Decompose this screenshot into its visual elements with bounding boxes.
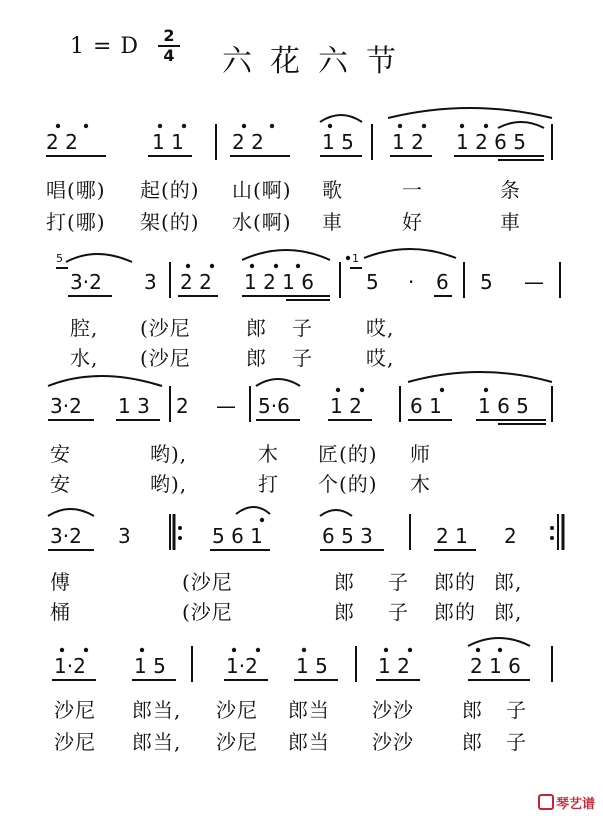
lyric: (沙尼 [182,570,233,594]
octave-dot [186,264,190,268]
slur [320,115,362,122]
octave-dot [182,124,186,128]
lyric: 郎当 [288,730,330,754]
song-title: 六花六节 [222,44,414,79]
octave-dot [422,124,426,128]
lyric: 郎 [462,698,483,722]
note-group: 3·2 [50,394,82,418]
slur [66,254,132,262]
lyric: 匠(的) [318,442,378,466]
octave-dot [484,124,488,128]
note-group: 2 2 [46,130,78,154]
octave-dot [398,124,402,128]
octave-dot [84,124,88,128]
octave-dot [210,264,214,268]
slur [364,249,456,258]
octave-dot [498,648,502,652]
note-group: 1·2 [226,654,258,678]
note-group: 3·2 [50,524,82,548]
note-group: 6 1 [410,394,442,418]
lyric: (沙尼 [140,316,191,340]
lyric: 安 [50,442,71,466]
lyric: 水, [70,346,99,370]
repeat-dot [178,536,182,540]
lyric: 条 [500,178,521,202]
repeat-dot [550,536,554,540]
lyric: 沙沙 [372,698,414,722]
lyric: 子 [292,316,313,340]
lyric: 郎当 [288,698,330,722]
key-signature: 1 = D [70,34,140,59]
octave-dot [328,124,332,128]
time-signature-bottom: 4 [163,46,175,65]
note-group: 6 [436,270,449,294]
lyric: 傅 [50,570,71,594]
octave-dot [232,648,236,652]
lyric: (沙尼 [140,346,191,370]
octave-dot [256,648,260,652]
lyric: 子 [292,346,313,370]
octave-dot [250,264,254,268]
lyric: 好 [402,210,423,234]
lyric: 安 [50,472,71,496]
slur [388,108,552,118]
grace-note: 1 [352,252,359,265]
lyric: 郎 [246,346,267,370]
octave-dot [302,648,306,652]
octave-dot [484,388,488,392]
lyric: 桶 [50,600,71,624]
note-group: 1 5 [296,654,328,678]
slur [242,250,330,260]
grace-note: 5 [56,252,63,265]
lyric: 子 [388,570,409,594]
lyric: 歌 [322,178,343,202]
lyric: 郎的 [434,570,476,594]
lyric: 沙沙 [372,730,414,754]
lyric: 郎 [462,730,483,754]
lyric: 腔, [70,316,99,340]
note-group: 1·2 [54,654,86,678]
lyric: 郎的 [434,600,476,624]
note-group: 1 6 5 [478,394,529,418]
lyric: 郎, [494,570,523,594]
octave-dot [140,648,144,652]
octave-dot [274,264,278,268]
lyric: 郎当, [132,730,182,754]
lyric: 木 [410,472,431,496]
octave-dot [460,124,464,128]
slur [468,638,530,646]
slur [498,122,544,128]
octave-dot [296,264,300,268]
note-dash: — [524,270,544,294]
lyric: 郎 [246,316,267,340]
note-group: 1 2 1 6 [244,270,314,294]
lyric: 唱(哪) [46,178,106,202]
slur [320,510,352,516]
octave-dot [260,518,264,522]
octave-dot [408,648,412,652]
note-group: 1 2 [392,130,424,154]
lyric: 架(的) [140,210,200,234]
slur [48,376,162,386]
note-group: 1 3 [118,394,150,418]
site-watermark [538,793,595,812]
lyric: 哎, [366,316,395,340]
note-group: 2 2 [180,270,212,294]
octave-dot [336,388,340,392]
lyric: 沙尼 [216,698,258,722]
lyric: 哟), [150,472,188,496]
lyric: 一 [402,178,423,202]
octave-dot [346,256,350,260]
lyric: 郎 [334,600,355,624]
octave-dot [476,648,480,652]
repeat-dot [550,526,554,530]
lyric: 車 [322,210,343,234]
lyric: 起(的) [140,178,200,202]
note-group: 1 5 [322,130,354,154]
note-dot: · [408,270,415,294]
octave-dot [242,124,246,128]
lyric: 郎当, [132,698,182,722]
lyric: 子 [388,600,409,624]
note-group: 5 [366,270,379,294]
lyric: 哎, [366,346,395,370]
lyric: 木 [258,442,279,466]
note-group: 2 [504,524,517,548]
octave-dot [60,648,64,652]
octave-dot [56,124,60,128]
note-group: 3 [118,524,131,548]
note-group: 2 1 6 [470,654,521,678]
lyric: 打 [258,472,279,496]
note-group: 6 5 3 [322,524,373,548]
note-group: 2 2 [232,130,264,154]
watermark-text: 琴艺谱 [555,797,595,812]
lyric: 郎, [494,600,523,624]
note-group: 1 5 [134,654,166,678]
note-group: 5·6 [258,394,290,418]
lyric: 車 [500,210,521,234]
note-group: 1 1 [152,130,184,154]
slur [408,372,552,382]
note-group: 5 [480,270,493,294]
octave-dot [440,388,444,392]
octave-dot [360,388,364,392]
octave-dot [270,124,274,128]
note-group: 1 2 [330,394,362,418]
note-group: 1 2 [378,654,410,678]
note-group: 3·2 [70,270,102,294]
octave-dot [158,124,162,128]
lyric: 沙尼 [54,698,96,722]
lyric: 哟), [150,442,188,466]
slur [48,509,94,516]
slur [256,379,300,386]
music-logo-icon [538,794,554,810]
lyric: 子 [506,698,527,722]
lyric: 沙尼 [216,730,258,754]
lyric: 个(的) [318,472,378,496]
note-group: 3 [144,270,157,294]
lyric: 山(啊) [232,178,292,202]
octave-dot [384,648,388,652]
time-signature-top: 2 [163,26,175,45]
note-dash: — [216,394,236,418]
octave-dot [84,648,88,652]
lyric: 郎 [334,570,355,594]
lyric: 水(啊) [232,210,292,234]
note-group: 2 1 [436,524,468,548]
lyric: 打(哪) [46,210,106,234]
lyric: 子 [506,730,527,754]
lyric: 师 [410,442,431,466]
note-group: 2 [176,394,189,418]
note-group: 5 6 1 [212,524,263,548]
slur [236,507,270,514]
repeat-dot [178,526,182,530]
note-group: 1 2 6 5 [456,130,526,154]
lyric: 沙尼 [54,730,96,754]
lyric: (沙尼 [182,600,233,624]
